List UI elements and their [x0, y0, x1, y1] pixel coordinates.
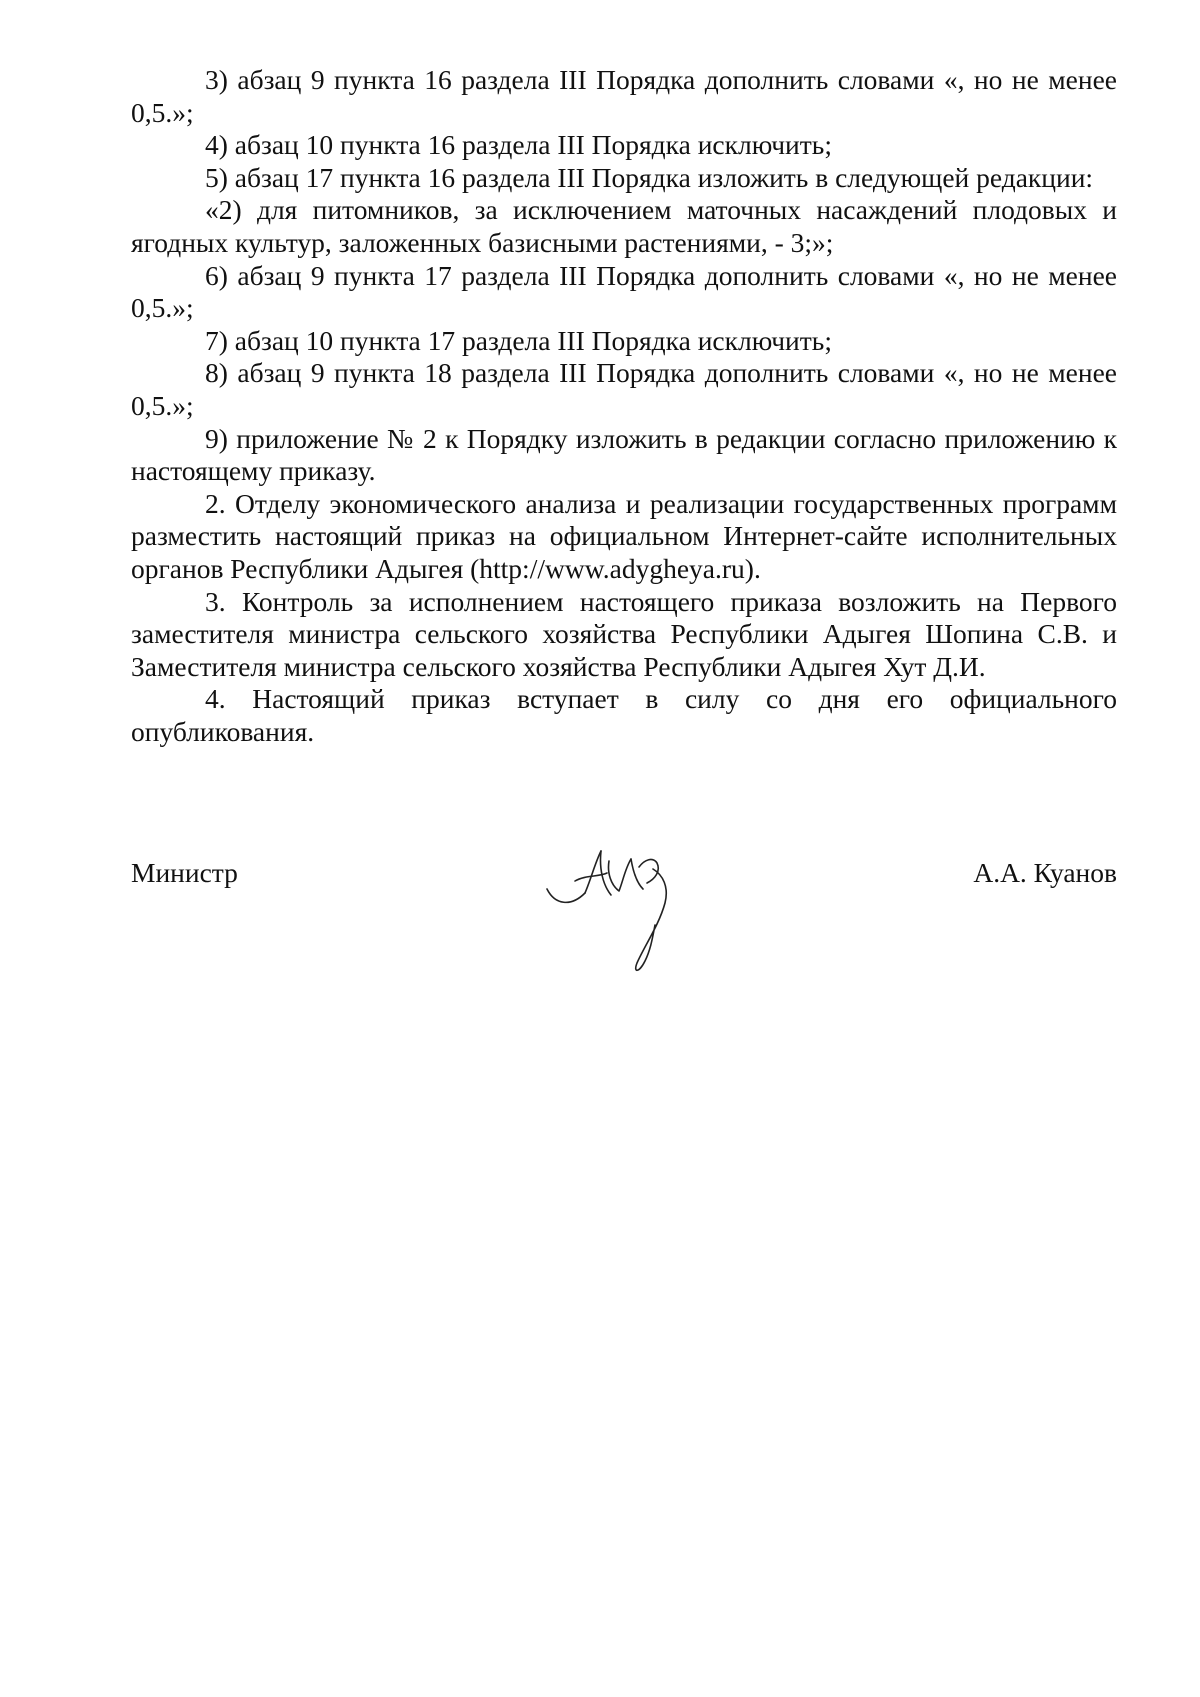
paragraph-item-7: 7) абзац 10 пункта 17 раздела III Порядка исключить;	[205, 324, 832, 356]
signer-title: Министр	[131, 857, 238, 888]
document-body	[131, 64, 1117, 748]
paragraph-item-9: 9) приложение № 2 к Порядку изложить в редакции согласно приложению к настоящему приказу.	[131, 422, 1117, 487]
handwritten-signature	[541, 845, 691, 980]
paragraph-item-8: 8) абзац 9 пункта 18 раздела III Порядка дополнить словами «, но не менее 0,5.»;	[131, 357, 1117, 421]
signer-name: А.А. Куанов	[973, 857, 1117, 888]
paragraph-clause-4: 4. Настоящий приказ вступает в силу со дня его официального опубликования.	[131, 683, 1117, 747]
paragraph-item-5: 5) абзац 17 пункта 16 раздела III Порядка изложить в следующей редакции:	[205, 161, 1094, 193]
paragraph-clause-2: 2. Отделу экономического анализа и реализации государственных программ разместить настоящий приказ на официальном Интернет-сайте исполнительных органов Республики Адыгея (http://www.adygheya.ru).	[131, 487, 1117, 584]
paragraph-item-6: 6) абзац 9 пункта 17 раздела III Порядка дополнить словами «, но не менее 0,5.»;	[131, 259, 1117, 324]
paragraph-quoted-text: «2) для питомников, за исключением маточных насаждений плодовых и ягодных культур, заложенных базисными растениями, - 3;»;	[131, 194, 1117, 258]
paragraph-clause-3: 3. Контроль за исполнением настоящего приказа возложить на Первого заместителя министра сельского хозяйства Республики Адыгея Шопина С.В. и Заместителя министра сельского хозяйства Республики Адыгея Хут Д.И.	[131, 585, 1117, 682]
paragraph-item-3: 3) абзац 9 пункта 16 раздела III Порядка дополнить словами «, но не менее 0,5.»;	[131, 64, 1117, 128]
signature-block	[131, 845, 1117, 985]
paragraph-item-4: 4) абзац 10 пункта 16 раздела III Порядка исключить;	[205, 129, 832, 161]
